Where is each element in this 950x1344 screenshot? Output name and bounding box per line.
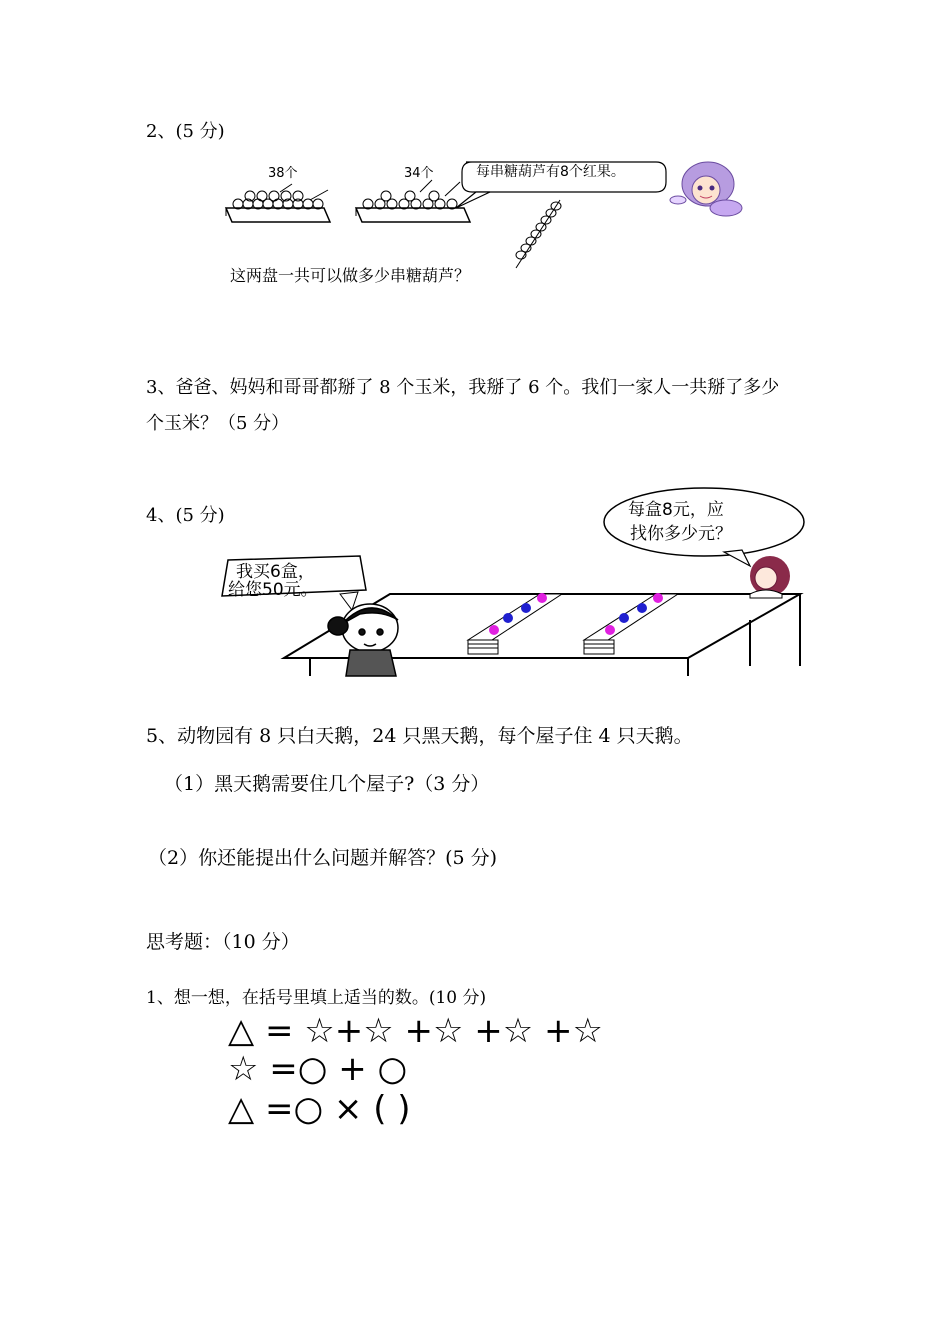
plate-one-count: 38个 [268, 166, 298, 181]
equation-3: △ =○ × ( ) [228, 1089, 411, 1129]
girl-speech-line-1: 我买6盒， [236, 562, 315, 582]
equation-1: △ = ☆+☆ +☆ +☆ +☆ [228, 1011, 604, 1051]
fairy-girl-icon [670, 162, 742, 216]
q5-intro: 5、动物园有 8 只白天鹅，24 只黑天鹅，每个屋子住 4 只天鹅。 [146, 725, 693, 747]
plate-two-count: 34个 [404, 166, 434, 181]
plate-two-icon [356, 180, 470, 222]
equation-2: ☆ =○ + ○ [228, 1049, 408, 1089]
q5-sub-1: （1）黑天鹅需要住几个屋子?（3 分） [164, 773, 490, 795]
q2-question: 这两盘一共可以做多少串糖葫芦？ [230, 266, 471, 285]
candied-fruit-stick-icon [516, 200, 561, 268]
thinking-q1: 1、想一想，在括号里填上适当的数。(10 分) [146, 988, 487, 1008]
seller-woman-icon [750, 556, 790, 598]
girl-speech-line-2: 给您50元。 [228, 580, 318, 600]
q3-line-2: 个玉米？（5 分） [146, 413, 290, 434]
thinking-title: 思考题：（10 分） [146, 931, 300, 953]
q3-line-1: 3、爸爸、妈妈和哥哥都掰了 8 个玉米，我掰了 6 个。我们一家人一共掰了多少 [146, 377, 780, 398]
q4-heading: 4、(5 分) [146, 505, 225, 526]
seller-speech-line-1: 每盒8元，应 [628, 500, 724, 520]
speech-text: 每串糖葫芦有8个红果。 [476, 164, 625, 180]
seller-speech-line-2: 找你多少元？ [630, 524, 732, 544]
plate-one-icon [226, 184, 330, 222]
box-stack-two-icon [584, 593, 678, 654]
girl-customer-icon [328, 604, 398, 676]
q5-sub-2: （2）你还能提出什么问题并解答？(5 分) [148, 847, 498, 869]
box-stack-one-icon [468, 593, 562, 654]
q2-heading: 2、(5 分) [146, 121, 225, 142]
